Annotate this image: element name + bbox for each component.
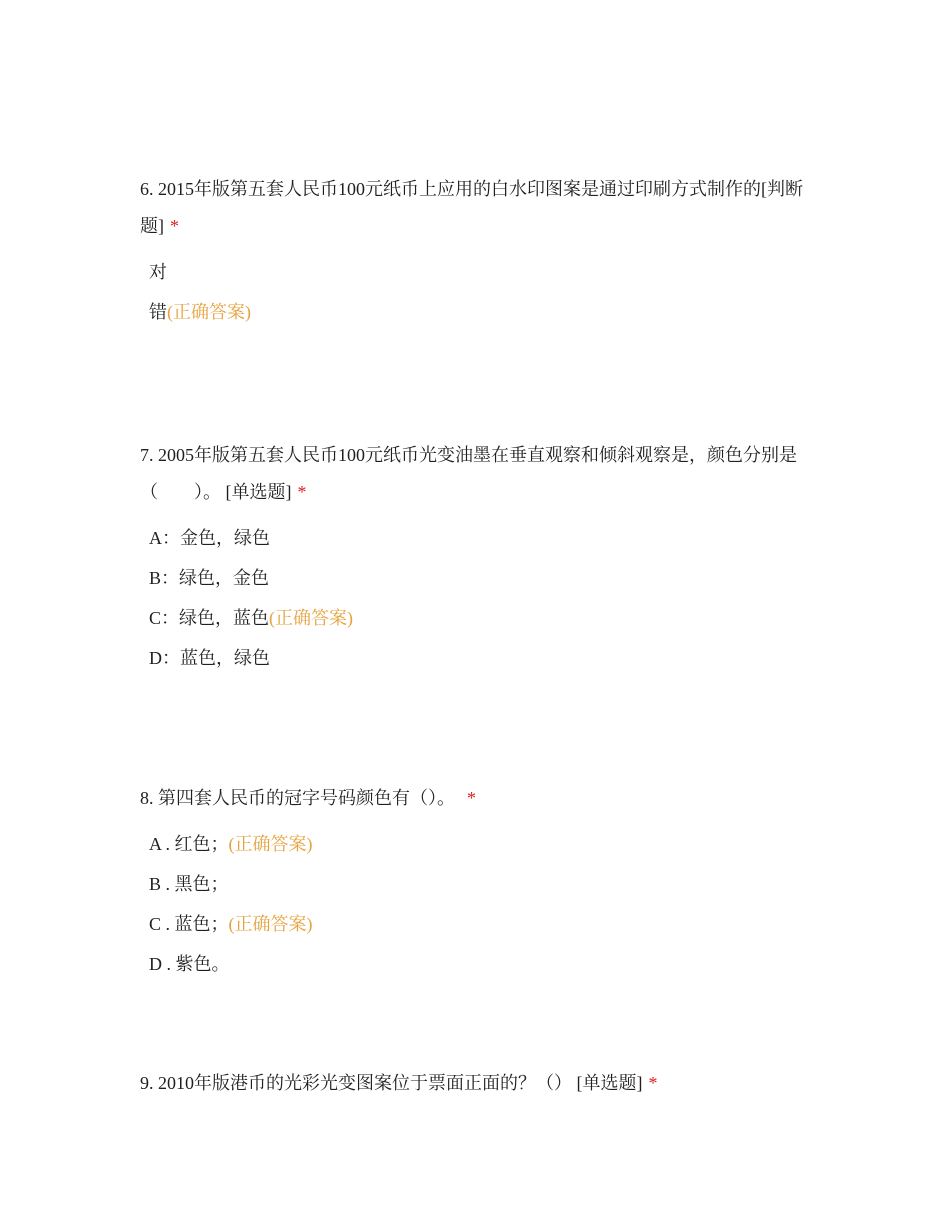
question-title — [140, 437, 820, 511]
required-mark: * — [297, 482, 307, 502]
question-title — [140, 1065, 820, 1102]
option-item[interactable] — [140, 643, 820, 683]
required-mark: * — [648, 1073, 658, 1093]
question-text: 6. 2015年版第五套人民币100元纸币上应用的白水印图案是通过印刷方式制作的[判断题] — [140, 179, 803, 236]
required-mark: * — [170, 216, 179, 236]
option-label: A . 红色； — [149, 834, 229, 854]
option-item[interactable] — [140, 523, 820, 563]
option-item[interactable] — [140, 909, 820, 949]
option-list — [140, 523, 820, 683]
option-item[interactable] — [140, 869, 820, 909]
option-label: B . 黑色； — [149, 874, 229, 894]
option-label: D . 紫色。 — [149, 954, 230, 974]
question-6 — [140, 171, 820, 337]
option-label: D：蓝色，绿色 — [149, 648, 270, 668]
option-label: A：金色，绿色 — [149, 528, 270, 548]
option-label: 对 — [149, 262, 167, 282]
question-9 — [140, 1065, 820, 1102]
question-text: 8. 第四套人民币的冠字号码颜色有（）。 — [140, 788, 455, 808]
option-list — [140, 829, 820, 989]
correct-answer-note: (正确答案) — [228, 914, 313, 934]
option-label: B：绿色，金色 — [149, 568, 270, 588]
question-title — [140, 171, 820, 245]
question-title — [140, 780, 820, 817]
option-list — [140, 257, 820, 337]
question-text: 7. 2005年版第五套人民币100元纸币光变油墨在垂直观察和倾斜观察是，颜色分别是（ ）。 [单选题] — [140, 445, 797, 502]
required-mark: * — [467, 788, 476, 808]
option-item[interactable] — [140, 829, 820, 869]
correct-answer-note: (正确答案) — [228, 834, 313, 854]
option-item[interactable] — [140, 949, 820, 989]
option-label: C：绿色，蓝色 — [149, 608, 270, 628]
option-item[interactable] — [140, 563, 820, 603]
correct-answer-note: (正确答案) — [167, 302, 251, 322]
option-item[interactable] — [140, 603, 820, 643]
correct-answer-note: (正确答案) — [269, 608, 354, 628]
question-text: 9. 2010年版港币的光彩光变图案位于票面正面的？（） [单选题] — [140, 1073, 643, 1093]
option-item[interactable] — [140, 297, 820, 337]
option-label: 错 — [149, 302, 167, 322]
option-label: C . 蓝色； — [149, 914, 229, 934]
option-item[interactable] — [140, 257, 820, 297]
question-7 — [140, 437, 820, 683]
question-8 — [140, 780, 820, 989]
